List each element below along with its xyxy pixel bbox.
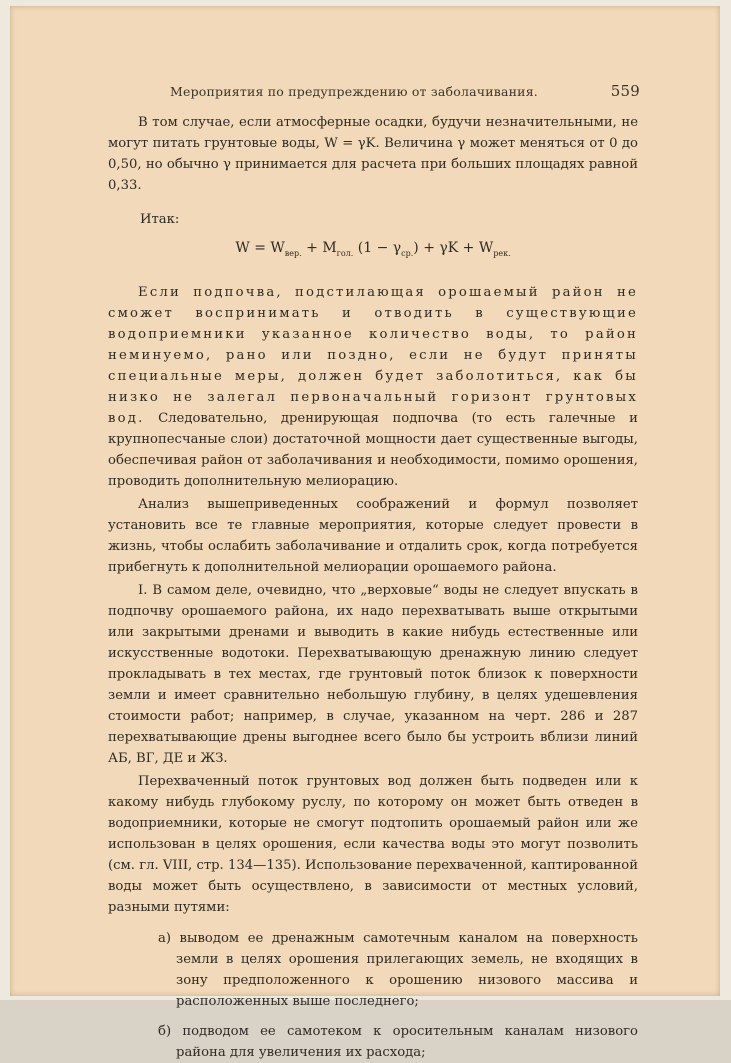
subscript-rek: рек. [493, 248, 511, 258]
list-item-b: б) подводом ее самотеком к оросительным каналам низового района для увеличения их расхода; [158, 1023, 638, 1060]
methods-list [108, 928, 638, 1063]
paragraph-3: Анализ вышеприведенных соображений и формул позволяет установить все те главные мероприятия, которые следует провести в жизнь, чтобы ослабить заболачивание и отдалить срок, когда потребуется прибегнуть к дополнительной мелиорации орошаемого района. [108, 496, 638, 575]
paragraph-2 [108, 282, 638, 492]
paragraph-5: Перехваченный поток грунтовых вод должен быть подведен или к какому нибудь глубокому руслу, по которому он может быть отведен в водоприемники, которые не смогут подтопить орошаемый район или же использован в целях орошения, если качества воды это могут позволить (см. гл. VIII, стр. 134—135). Использование перехваченной, каптированной воды может быть осуществлено, в зависимости от местных условий, разными путями: [108, 773, 638, 915]
subscript-sr: ср. [401, 248, 414, 258]
page-body [108, 112, 638, 1063]
list-item-a: а) выводом ее дренажным самотечным каналом на поверхность земли в целях орошения прилегающих земель, не входящих в зону предположенного к орошению низового массива и расположенных выше последнего; [158, 930, 638, 1009]
paragraph-4: I. В самом деле, очевидно, что „верховые“ воды не следует впускать в подпочву орошаемого района, их надо перехватывать выше открытыми или закрытыми дренами и выводить в какие нибудь естественные или искусственные водотоки. Перехватывающую дренажную линию следует прокладывать в тех местах, где грунтовый поток близок к поверхности земли и имеет сравнительно небольшую глубину, в целях удешевления стоимости работ; например, в случае, указанном на черт. 286 и 287 перехватывающие дрены выгоднее всего было бы устроить вблизи линий АБ, ВГ, ДЕ и ЖЗ. [108, 582, 638, 766]
paragraph-1 [108, 112, 638, 196]
page-number: 559 [610, 82, 640, 100]
formula: $W = W_{вер.} + M_{гол.}$ $(1 - \gamma_{ср.}) + \gamma K + W_{рек.}$ [235, 240, 511, 258]
paragraph-2-spaced-text: Если подпочва, подстилающая орошаемый район не сможет воспринимать и отводить в существующие водоприемники указанное количество воды, то район неминуемо, рано или поздно, если не будут приняты специальные меры, должен будет заболотиться, как бы низко не залегал первоначальный горизонт грунтовых вод. [108, 284, 638, 426]
paragraph-2-text: Следовательно, дренирующая подпочва (то есть галечные и крупнопесчаные слои) достаточной мощности дает существенные выгоды, обеспечивая район от заболачивания и необходимости, помимо орошения, проводить дополнительную мелиорацию. [108, 410, 638, 489]
paragraph-1-text: В том случае, если атмосферные осадки, будучи незначительными, не могут питать грунтовые воды, W = γK. Величина γ может меняться от 0 до 0,50, но обычно γ принимается для расчета при больших площадях равной 0,33. [108, 115, 638, 193]
subscript-gol: гол. [336, 248, 354, 258]
subscript-ver: вер. [284, 248, 302, 258]
book-page [10, 6, 720, 1060]
itak-label: Итак: [140, 212, 180, 227]
header-title: Мероприятия по предупреждению от заболачивания. [170, 84, 538, 99]
